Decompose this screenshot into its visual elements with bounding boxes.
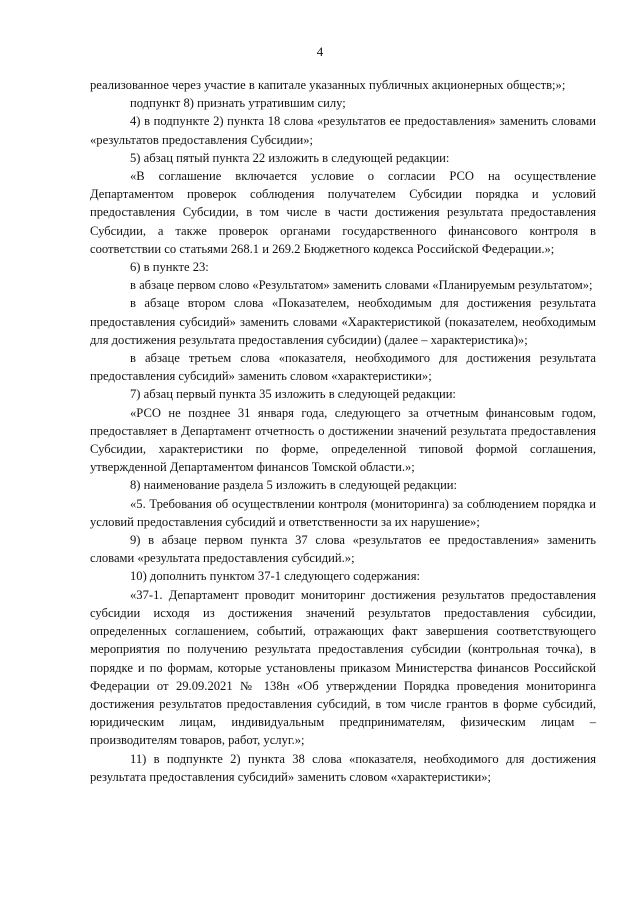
paragraph: реализованное через участие в капитале указанных публичных акционерных обществ;»;	[90, 78, 566, 92]
paragraph: в абзаце третьем слова «показателя, необходимого для достижения результата предоставления субсидий» заменить словом «характеристики»;	[90, 351, 596, 384]
paragraph: 5) абзац пятый пункта 22 изложить в следующей редакции:	[130, 150, 450, 165]
paragraph: «В соглашение включается условие о согласии РСО на осуществление Департаментом проверок соблюдения получателем Субсидии порядка и условий предоставления Субсидии, в том числе в части достижения результата предоставления Субсидии, а также проверок органами государственного финансового контроля в соответствии со статьями 268.1 и 269.2 Бюджетного кодекса Российской Федерации.»;	[90, 169, 596, 256]
paragraph: 8) наименование раздела 5 изложить в следующей редакции:	[130, 478, 458, 493]
paragraph: 10) дополнить пунктом 37-1 следующего содержания:	[130, 569, 421, 584]
paragraph: «РСО не позднее 31 января года, следующего за отчетным финансовым годом, предоставляет в Департамент отчетность о достижении значений результата предоставления Субсидии, характеристики по форме, определенной типовой формой соглашения, утвержденной Департаментом финансов Томской области.»;	[90, 405, 596, 475]
paragraph: «5. Требования об осуществлении контроля (мониторинга) за соблюдением порядка и условий предоставления субсидий и ответственности за их нарушение»;	[90, 496, 596, 529]
paragraph: 6) в пункте 23:	[130, 260, 209, 275]
paragraph: 7) абзац первый пункта 35 изложить в следующей редакции:	[130, 387, 456, 402]
paragraph: в абзаце первом слово «Результатом» заменить словами «Планируемым результатом»;	[130, 278, 593, 293]
paragraph: 11) в подпункте 2) пункта 38 слова «показателя, необходимого для достижения результата предоставления субсидий» заменить словом «характеристики»;	[90, 751, 596, 784]
paragraph: 9) в абзаце первом пункта 37 слова «результатов ее предоставления» заменить словами «результата предоставления субсидий.»;	[90, 533, 596, 566]
paragraph: 4) в подпункте 2) пункта 18 слова «результатов ее предоставления» заменить словами «результатов предоставления Субсидии»;	[90, 114, 596, 147]
page-number: 4	[316, 44, 324, 59]
document-body	[90, 76, 596, 786]
paragraph: в абзаце втором слова «Показателем, необходимым для достижения результата предоставления субсидий» заменить словами «Характеристикой (показателем, необходимым для достижения результата предоставления субсидии) (далее – характеристика)»;	[90, 296, 596, 347]
paragraph: «37-1. Департамент проводит мониторинг достижения результатов предоставления субсидии исходя из достижения значений результатов предоставления субсидии, определенных соглашением, событий, отражающих факт завершения соответствующего мероприятия по получению результата предоставления субсидии (контрольная точка), в порядке и по формам, которые установлены приказом Министерства финансов Российской Федерации от 29.09.2021 № 138н «Об утверждении Порядка проведения мониторинга достижения результатов предоставления субсидий, в том числе грантов в форме субсидий, юридическим лицам, индивидуальным предпринимателям, физическим лицам – производителям товаров, работ, услуг.»;	[90, 587, 596, 748]
paragraph: подпункт 8) признать утратившим силу;	[130, 96, 346, 111]
